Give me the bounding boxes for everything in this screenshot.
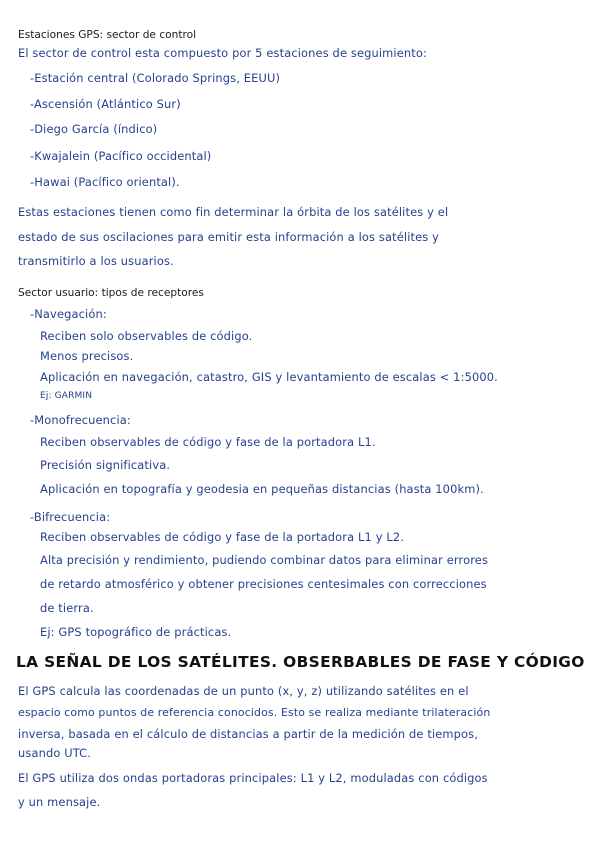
receiver-detail-line: Aplicación en navegación, catastro, GIS y levantamiento de escalas < 1:5000. — [40, 370, 498, 384]
receiver-detail-line: Alta precisión y rendimiento, pudiendo combinar datos para eliminar errores — [40, 553, 489, 567]
receiver-detail-line: Precisión significativa. — [40, 458, 171, 472]
receiver-detail-line: Ej: GPS topográfico de prácticas. — [40, 625, 232, 639]
control-paragraph-line: estado de sus oscilaciones para emitir esta información a los satélites y — [18, 230, 440, 244]
receiver-detail-line: Reciben observables de código y fase de la portadora L1 y L2. — [40, 530, 405, 544]
receiver-type-heading: -Bifrecuencia: — [30, 510, 111, 524]
receiver-detail-line: Menos precisos. — [40, 349, 134, 363]
signal-paragraph-line: espacio como puntos de referencia conocidos. Esto se realiza mediante trilateración — [18, 706, 491, 719]
receiver-detail-line: Aplicación en topografía y geodesia en pequeñas distancias (hasta 100km). — [40, 482, 484, 496]
control-intro: El sector de control esta compuesto por 5 estaciones de seguimiento: — [18, 46, 427, 60]
receiver-type-heading: -Navegación: — [30, 307, 107, 321]
station-item: -Ascensión (Atlántico Sur) — [30, 97, 181, 111]
signal-paragraph-line: inversa, basada en el cálculo de distancias a partir de la medición de tiempos, — [18, 727, 479, 741]
station-item: -Diego García (índico) — [30, 122, 158, 136]
receiver-detail-line: Reciben observables de código y fase de la portadora L1. — [40, 435, 376, 449]
control-paragraph-line: transmitirlo a los usuarios. — [18, 254, 174, 268]
control-section-title: Estaciones GPS: sector de control — [18, 29, 197, 41]
user-section-title: Sector usuario: tipos de receptores — [18, 287, 204, 299]
station-item: -Kwajalein (Pacífico occidental) — [30, 149, 212, 163]
signal-paragraph-line: El GPS calcula las coordenadas de un punto (x, y, z) utilizando satélites en el — [18, 684, 469, 698]
receiver-detail-line: Reciben solo observables de código. — [40, 329, 253, 343]
signal-section-heading: LA SEÑAL DE LOS SATÉLITES. OBSERBABLES DE FASE Y CÓDIGO — [16, 653, 585, 671]
signal-paragraph-line: y un mensaje. — [18, 795, 101, 809]
receiver-detail-line: Ej: GARMIN — [40, 391, 93, 401]
station-item: -Estación central (Colorado Springs, EEUU) — [30, 71, 281, 85]
signal-paragraph-line: El GPS utiliza dos ondas portadoras principales: L1 y L2, moduladas con códigos — [18, 771, 488, 785]
receiver-type-heading: -Monofrecuencia: — [30, 413, 131, 427]
receiver-detail-line: de retardo atmosférico y obtener precisiones centesimales con correcciones — [40, 577, 487, 591]
signal-paragraph-line: usando UTC. — [18, 746, 92, 760]
station-item: -Hawai (Pacífico oriental). — [30, 175, 180, 189]
control-paragraph-line: Estas estaciones tienen como fin determinar la órbita de los satélites y el — [18, 205, 449, 219]
receiver-detail-line: de tierra. — [40, 601, 94, 615]
